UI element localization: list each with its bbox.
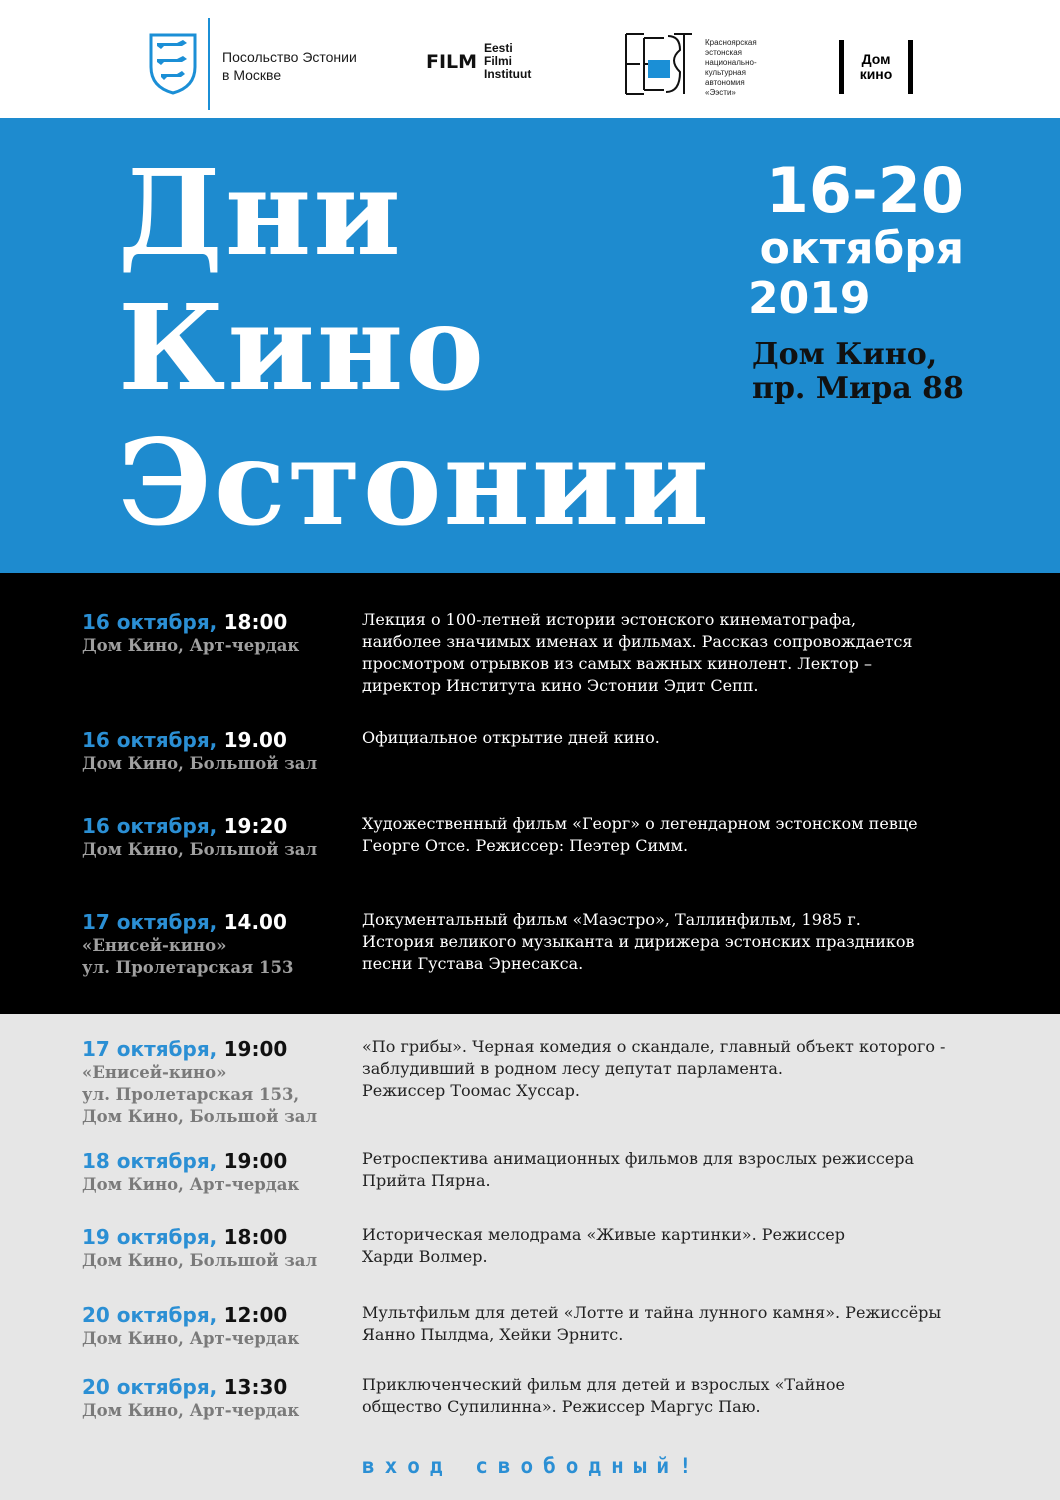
logos-header — [0, 0, 1060, 118]
event-datetime — [82, 609, 287, 635]
event-time: 19:00 — [223, 1149, 288, 1173]
event-description-line: Приключенческий фильм для детей и взрослых «Тайное — [362, 1375, 846, 1394]
program-section-light — [0, 1014, 1060, 1500]
event-description — [362, 909, 915, 975]
festival-month: октября — [759, 223, 964, 274]
event-time: 19.00 — [223, 728, 287, 752]
event-description-line: Георге Отсе. Режиссер: Пеэтер Симм. — [362, 836, 689, 855]
free-entry-note: вход свободный! — [362, 1454, 702, 1478]
event-time: 18:00 — [223, 1225, 288, 1249]
festival-venue-line: пр. Мира 88 — [752, 371, 964, 406]
festival-venue — [752, 338, 964, 406]
event-description — [362, 1148, 914, 1192]
embassy-name-line: в Москве — [222, 67, 282, 83]
embassy-divider — [208, 18, 210, 110]
event-place-line: ул. Пролетарская 153 — [82, 958, 294, 977]
event-place — [82, 1062, 317, 1128]
event-description-line: Режиссер Тоомас Хуссар. — [362, 1081, 580, 1100]
event-time: 18:00 — [223, 610, 288, 634]
eesti-autonomy-name — [705, 38, 785, 98]
event-place — [82, 839, 317, 861]
event-place — [82, 753, 317, 775]
film-institute-logo-icon — [424, 44, 478, 74]
event-day: 19 октября, — [82, 1225, 218, 1249]
event-datetime — [82, 1036, 287, 1062]
dom-kino-logo-line: Дом — [861, 51, 891, 67]
event-datetime — [82, 1374, 287, 1400]
event-description-line: заблудивший в родном лесу депутат парламента. — [362, 1059, 783, 1078]
event-description-line: Историческая мелодрама «Живые картинки». Режиссер — [362, 1225, 846, 1244]
eesti-autonomy-logo-icon — [622, 30, 694, 98]
poster-title-line: Кино — [118, 278, 486, 417]
event-place-line: ул. Пролетарская 153, — [82, 1085, 300, 1104]
eesti-autonomy-name-line: «Ээсти» — [705, 88, 736, 97]
eesti-autonomy-name-line: культурная — [705, 68, 746, 77]
event-description-line: «По грибы». Черная комедия о скандале, главный объект которого - — [362, 1037, 946, 1056]
event-day: 20 октября, — [82, 1303, 218, 1327]
event-description-line: История великого музыканта и дирижера эстонских праздников — [362, 932, 915, 951]
event-place-line: Дом Кино, Арт-чердак — [82, 1401, 300, 1420]
event-time: 13:30 — [223, 1375, 288, 1399]
eesti-autonomy-name-line: Красноярская — [705, 38, 757, 47]
event-description — [362, 1036, 945, 1102]
event-datetime — [82, 813, 287, 839]
event-description — [362, 727, 660, 749]
eesti-autonomy-name-line: национально- — [705, 58, 757, 67]
embassy-name-line: Посольство Эстонии — [222, 49, 357, 65]
event-datetime — [82, 1224, 287, 1250]
event-day: 17 октября, — [82, 910, 218, 934]
event-time: 19:00 — [223, 1037, 288, 1061]
event-place-line: Дом Кино, Арт-чердак — [82, 636, 300, 655]
poster-title-line: Дни — [118, 143, 403, 282]
event-place-line: «Енисей-кино» — [82, 936, 227, 955]
event-datetime — [82, 727, 287, 753]
event-day: 16 октября, — [82, 610, 218, 634]
festival-year: 2019 — [748, 273, 871, 324]
event-place-line: Дом Кино, Большой зал — [82, 840, 318, 859]
event-description — [362, 1224, 845, 1268]
event-place — [82, 1400, 299, 1422]
event-description-line: просмотром отрывков из самых важных кинолент. Лектор – — [362, 654, 872, 673]
event-place-line: Дом Кино, Большой зал — [82, 1107, 318, 1126]
event-description-line: директор Института кино Эстонии Эдит Сепп. — [362, 676, 759, 695]
event-place-line: Дом Кино, Арт-чердак — [82, 1329, 300, 1348]
event-description-line: Харди Волмер. — [362, 1247, 488, 1266]
event-description-line: Яанно Пылдма, Хейки Эрнитс. — [362, 1325, 624, 1344]
event-description — [362, 1374, 845, 1418]
event-description-line: песни Густава Эрнесакса. — [362, 954, 584, 973]
event-day: 18 октября, — [82, 1149, 218, 1173]
event-description — [362, 1302, 941, 1346]
festival-venue-line: Дом Кино, — [752, 337, 938, 372]
event-datetime — [82, 1148, 287, 1174]
eesti-autonomy-name-line: эстонская — [705, 48, 742, 57]
event-place — [82, 1174, 299, 1196]
svg-text:FILM: FILM — [426, 51, 478, 73]
hero-banner — [0, 118, 1060, 573]
program-section-dark — [0, 573, 1060, 1014]
film-institute-name-line: Eesti — [484, 41, 513, 55]
event-time: 19:20 — [223, 814, 288, 838]
event-description-line: Художественный фильм «Георг» о легендарном эстонском певце — [362, 814, 918, 833]
event-description-line: общество Супилинна». Режиссер Маргус Паю. — [362, 1397, 761, 1416]
event-day: 17 октября, — [82, 1037, 218, 1061]
event-place — [82, 635, 299, 657]
dom-kino-logo — [839, 40, 913, 94]
poster-title-line: Эстонии — [118, 413, 711, 552]
film-institute-name — [484, 42, 531, 81]
event-description-line: Прийта Пярна. — [362, 1171, 491, 1190]
event-description-line: Официальное открытие дней кино. — [362, 728, 660, 747]
event-place-line: Дом Кино, Большой зал — [82, 754, 318, 773]
event-datetime — [82, 909, 287, 935]
event-description-line: наиболее значимых именах и фильмах. Рассказ сопровождается — [362, 632, 913, 651]
event-place-line: «Енисей-кино» — [82, 1063, 227, 1082]
event-place-line: Дом Кино, Арт-чердак — [82, 1175, 300, 1194]
event-description-line: Мультфильм для детей «Лотте и тайна лунного камня». Режиссёры — [362, 1303, 942, 1322]
dom-kino-logo-line: кино — [859, 66, 893, 82]
event-description-line: Лекция о 100-летней истории эстонского кинематографа, — [362, 610, 857, 629]
event-time: 14.00 — [223, 910, 287, 934]
eesti-autonomy-name-line: автономия — [705, 78, 745, 87]
event-day: 16 октября, — [82, 728, 218, 752]
event-place — [82, 935, 293, 979]
event-description — [362, 609, 913, 697]
event-datetime — [82, 1302, 287, 1328]
film-institute-name-line: Instituut — [484, 67, 532, 81]
event-description-line: Ретроспектива анимационных фильмов для взрослых режиссера — [362, 1149, 915, 1168]
festival-date-range: 16-20 — [765, 154, 964, 227]
event-day: 16 октября, — [82, 814, 218, 838]
estonia-coat-of-arms-icon — [147, 33, 199, 95]
event-description — [362, 813, 918, 857]
event-time: 12:00 — [223, 1303, 288, 1327]
event-day: 20 октября, — [82, 1375, 218, 1399]
event-place-line: Дом Кино, Большой зал — [82, 1251, 318, 1270]
event-place — [82, 1328, 299, 1350]
event-description-line: Документальный фильм «Маэстро», Таллинфильм, 1985 г. — [362, 910, 861, 929]
embassy-name — [222, 48, 357, 84]
event-place — [82, 1250, 317, 1272]
film-institute-name-line: Filmi — [484, 54, 513, 68]
